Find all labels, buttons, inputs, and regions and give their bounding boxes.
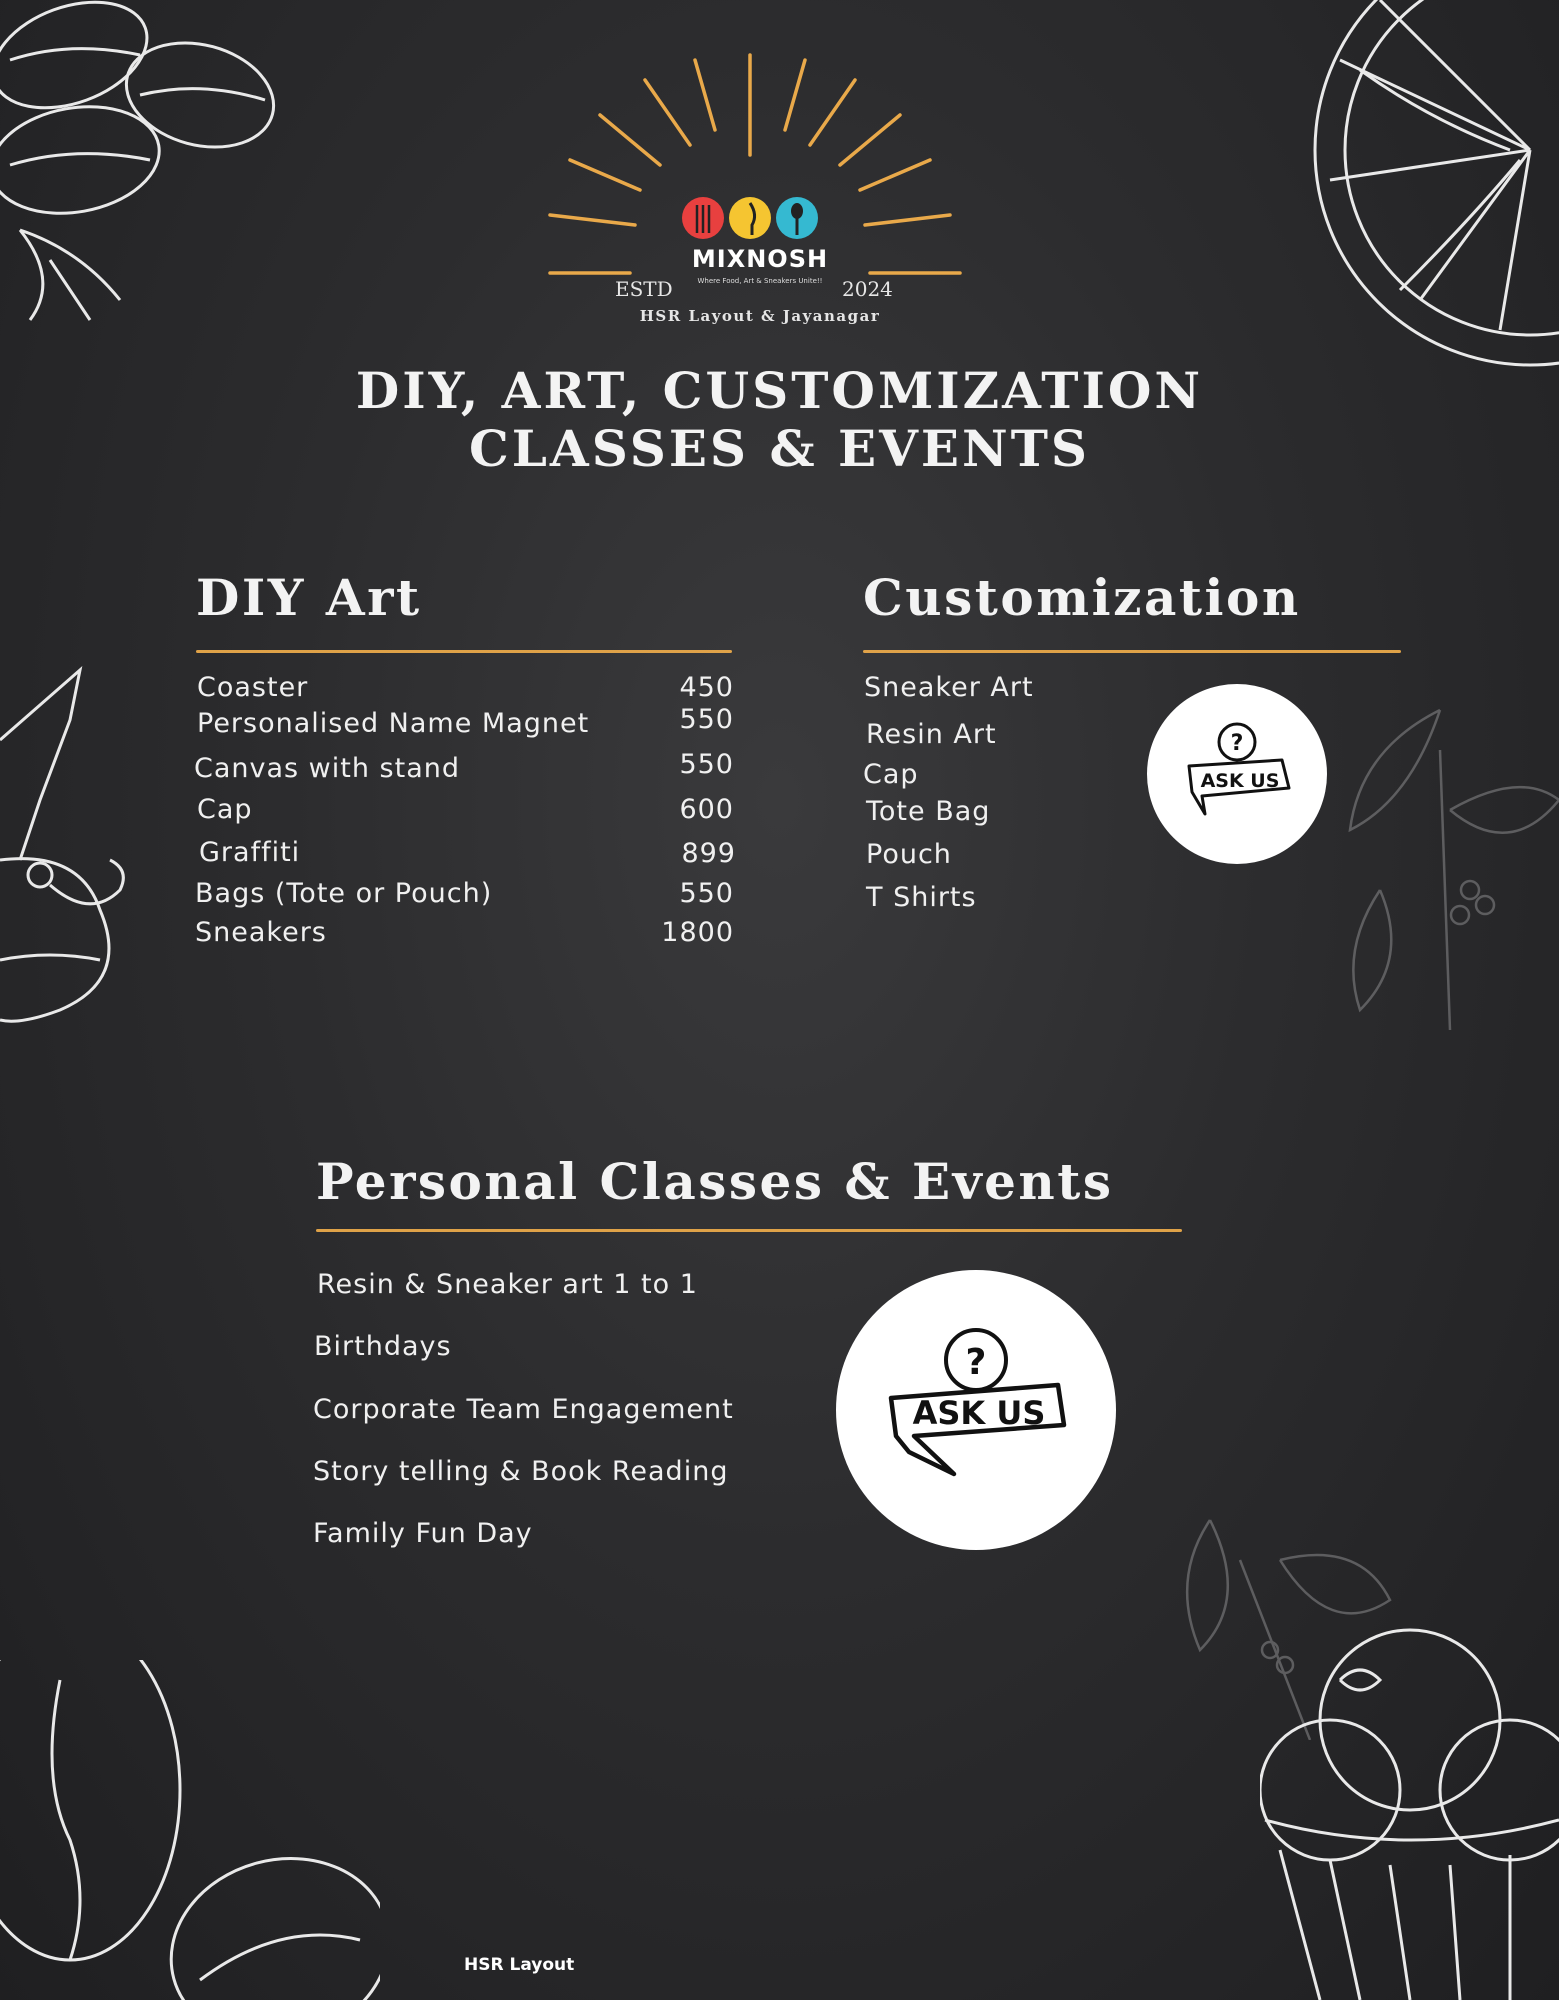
customization-heading: Customization [863, 568, 1301, 627]
personal-item: Corporate Team Engagement [313, 1394, 734, 1425]
estd-label: ESTD [615, 277, 673, 301]
customization-item: Pouch [866, 839, 952, 870]
personal-ask-us-badge [836, 1270, 1116, 1550]
diy-item-name: Bags (Tote or Pouch) [195, 878, 493, 909]
diy-item-name: Sneakers [195, 917, 327, 948]
personal-item: Birthdays [314, 1331, 452, 1362]
page-title [0, 362, 1559, 478]
diy-item-name: Cap [197, 794, 253, 825]
customization-item: Sneaker Art [864, 672, 1034, 703]
diy-item-price: 899 [681, 838, 736, 869]
question-icon [1147, 684, 1327, 864]
diy-item-price: 550 [679, 878, 734, 909]
diy-item-price: 450 [679, 672, 734, 703]
personal-item: Family Fun Day [313, 1518, 533, 1549]
customization-item: Cap [863, 759, 919, 790]
coffee-plant-sketch [1320, 690, 1559, 1030]
customization-item: Resin Art [866, 719, 997, 750]
diy-item-name: Personalised Name Magnet [197, 708, 590, 739]
personal-item: Resin & Sneaker art 1 to 1 [317, 1269, 698, 1300]
diy-item-price: 550 [679, 749, 734, 780]
footer-location: HSR Layout [464, 1955, 575, 1975]
ice-cream-cup-sketch [1260, 1620, 1559, 2000]
sunburst-rays [540, 45, 980, 345]
svg-text:?: ? [965, 1342, 987, 1383]
estd-year: 2024 [842, 277, 893, 301]
personal-divider [316, 1229, 1182, 1232]
page-title-line-1: DIY, ART, CUSTOMIZATION [355, 361, 1204, 420]
page-title-line-2: CLASSES & EVENTS [468, 419, 1091, 478]
question-icon [836, 1270, 1116, 1550]
diy-item-name: Coaster [197, 672, 309, 703]
svg-text:?: ? [1230, 731, 1244, 756]
coffee-bean-large-sketch [0, 1660, 380, 2000]
personal-item: Story telling & Book Reading [313, 1456, 729, 1487]
diy-art-heading: DIY Art [196, 568, 422, 627]
personal-heading: Personal Classes & Events [316, 1152, 1114, 1211]
mixnosh-logo [540, 45, 980, 345]
diy-item-name: Canvas with stand [194, 753, 460, 784]
brand-locations: HSR Layout & Jayanagar [639, 307, 881, 325]
coffee-beans-sketch [0, 0, 300, 330]
personal-ask-us-label: ASK US [912, 1394, 1046, 1432]
diy-art-divider [196, 650, 732, 653]
citrus-slice-sketch [1270, 0, 1559, 370]
customization-divider [863, 650, 1401, 653]
customization-item: Tote Bag [866, 796, 991, 827]
diy-item-price: 550 [679, 704, 734, 735]
diy-item-price: 600 [679, 794, 734, 825]
brand-name: MIXNOSH [691, 245, 829, 273]
brand-tagline: Where Food, Art & Sneakers Unite!! [697, 277, 823, 285]
diy-item-price: 1800 [661, 917, 734, 948]
customization-ask-us-badge [1147, 684, 1327, 864]
diy-item-name: Graffiti [199, 837, 301, 868]
customization-ask-us-label: ASK US [1200, 770, 1280, 792]
customization-item: T Shirts [866, 882, 977, 913]
coffee-pot-sketch [0, 660, 140, 1030]
